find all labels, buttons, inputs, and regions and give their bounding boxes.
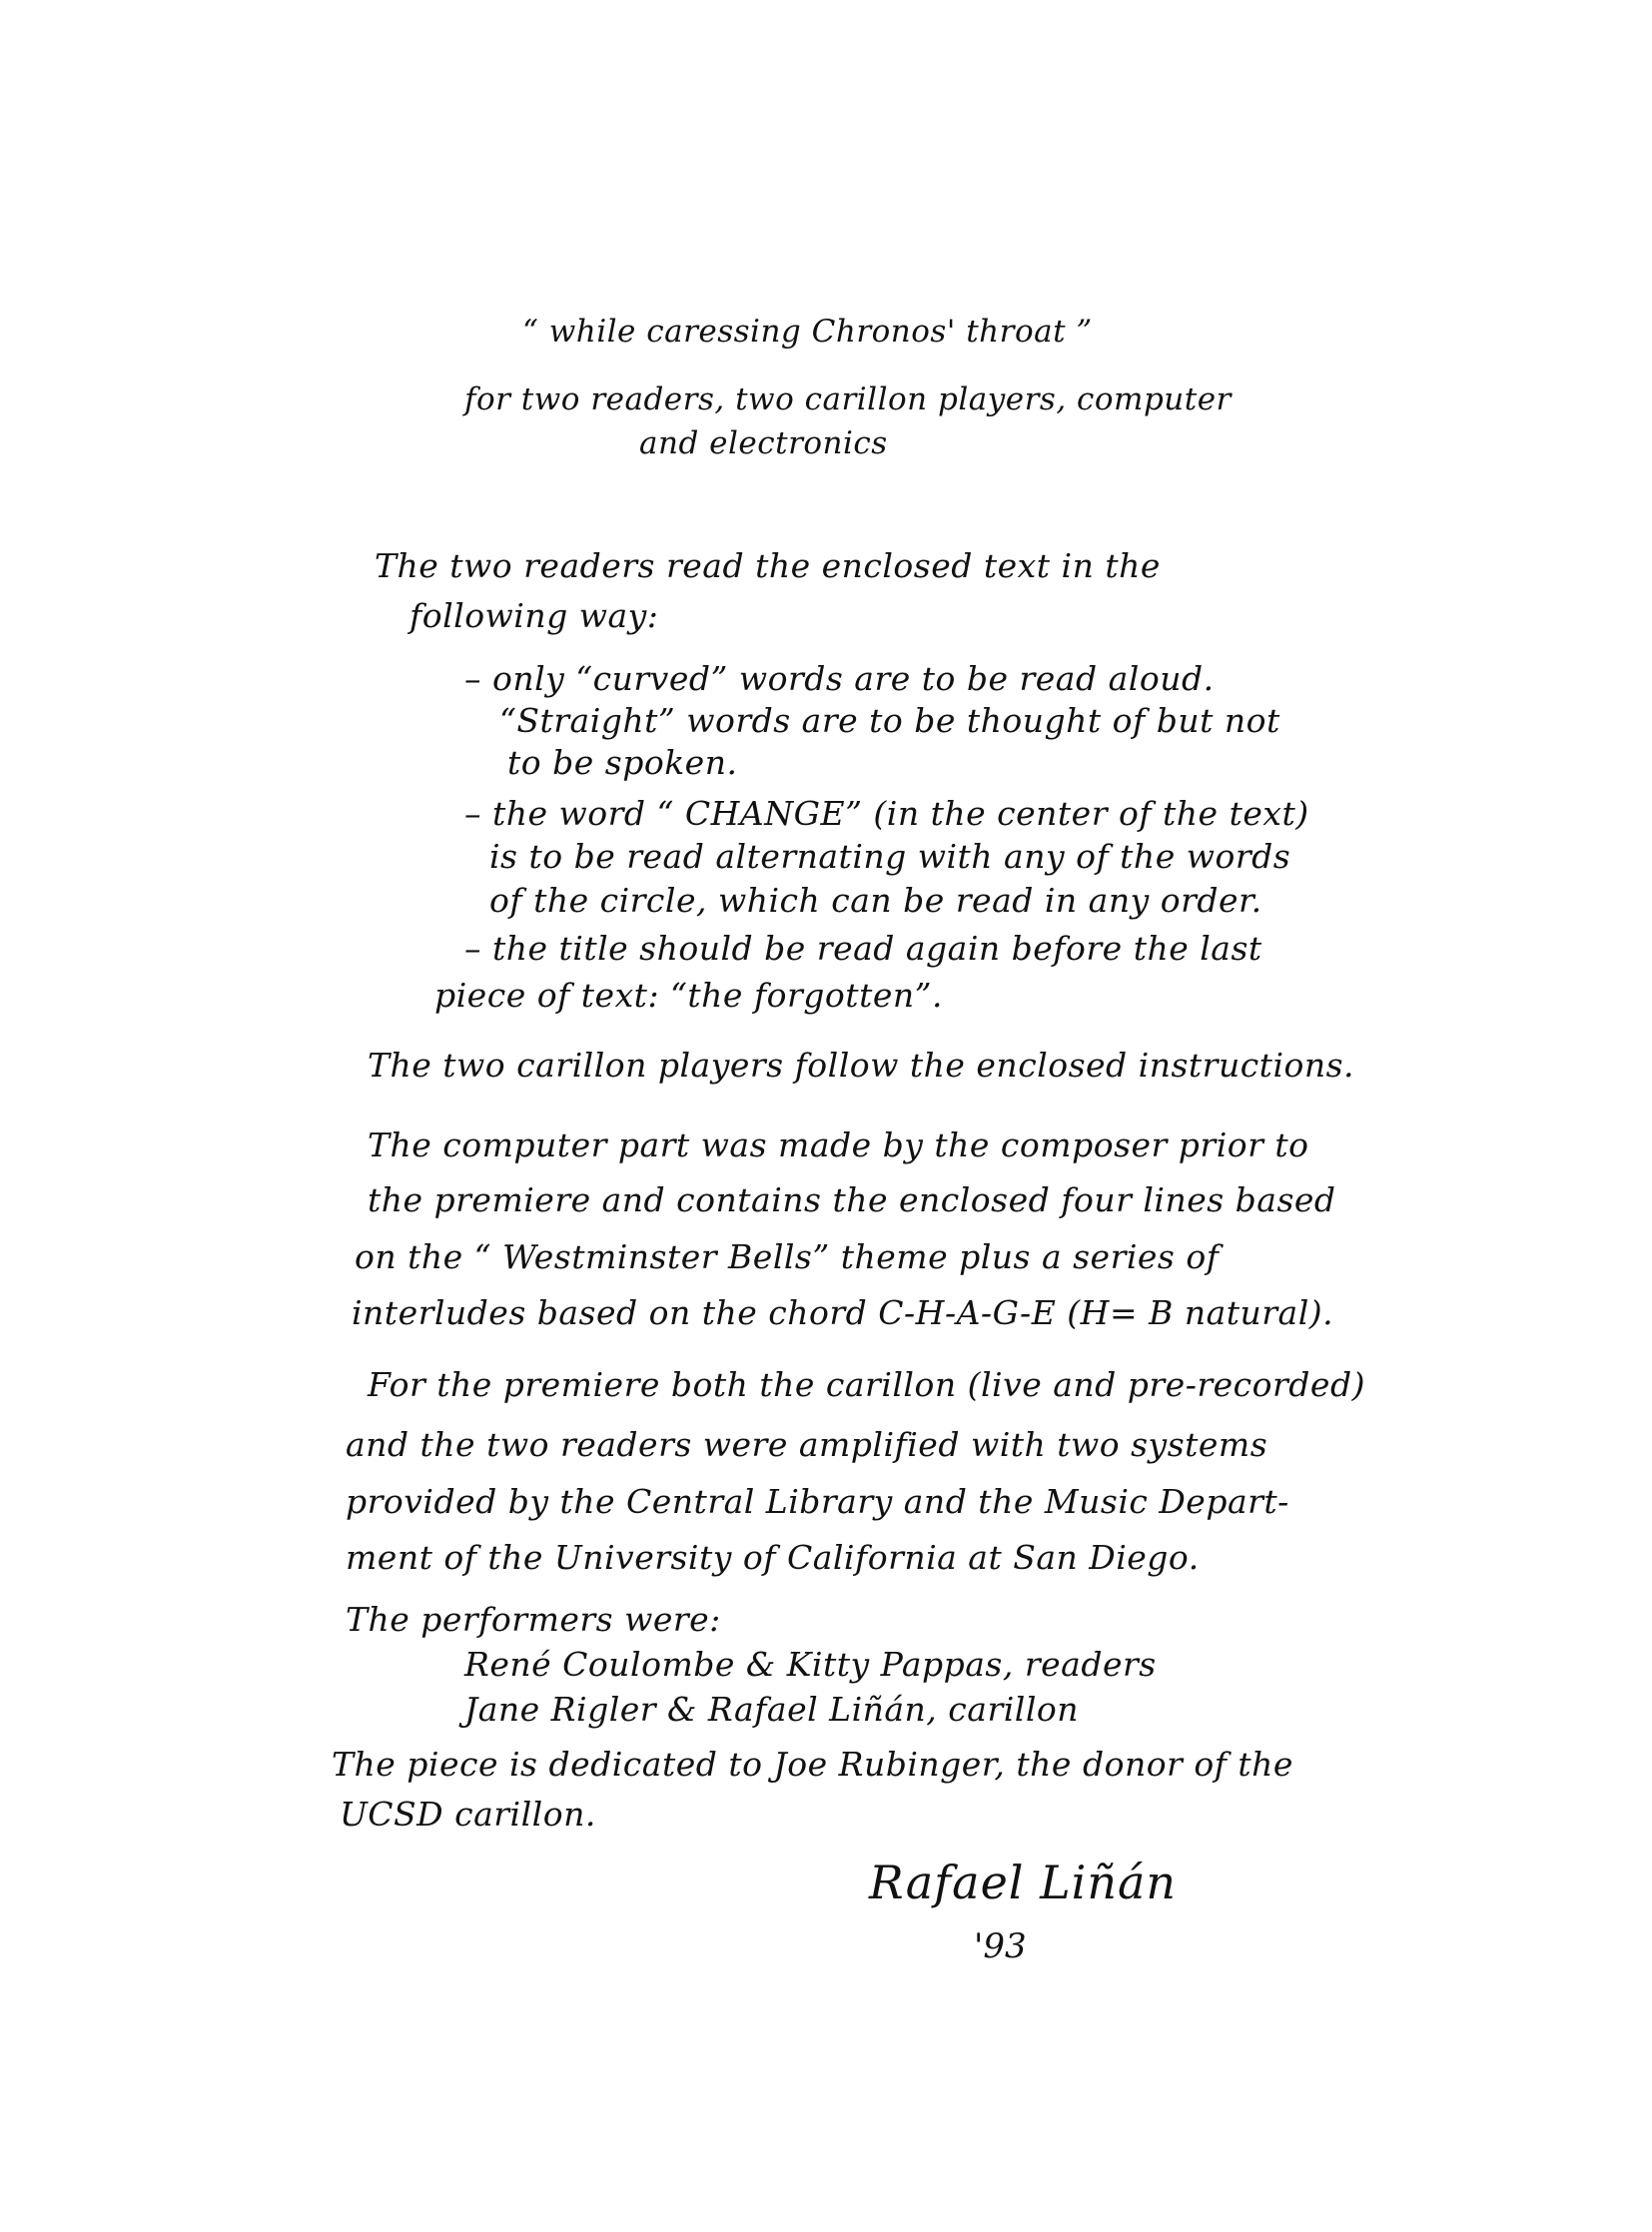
text-line: The piece is dedicated to Joe Rubinger, the donor of the (332, 1745, 1293, 1784)
text-line: The two carillon players follow the enclosed instructions. (368, 1046, 1355, 1085)
text-line: on the “ Westminster Bells” theme plus a series of (355, 1237, 1220, 1276)
text-line: piece of text: “the forgotten”. (434, 976, 943, 1015)
text-line: The computer part was made by the composer prior to (368, 1125, 1309, 1164)
text-line: is to be read alternating with any of the words (489, 837, 1291, 876)
text-line: UCSD carillon. (340, 1795, 596, 1834)
text-line: For the premiere both the carillon (live and pre-recorded) (368, 1365, 1365, 1404)
text-line: – only “curved” words are to be read aloud. (464, 659, 1215, 698)
signature: Rafael Liñán (869, 1856, 1178, 1909)
text-line: following way: (410, 596, 659, 635)
text-line: provided by the Central Library and the Music Depart- (346, 1482, 1289, 1521)
instrumentation-line-2: and electronics (639, 425, 888, 461)
text-line: – the word “ CHANGE” (in the center of the text) (464, 794, 1309, 833)
signature-year: '93 (974, 1926, 1027, 1966)
text-line: to be spoken. (507, 743, 738, 782)
text-line: of the circle, which can be read in any order. (489, 881, 1262, 920)
text-line: René Coulombe & Kitty Pappas, readers (464, 1645, 1157, 1684)
piece-title: “ while caressing Chronos' throat ” (522, 314, 1093, 350)
text-line: the premiere and contains the enclosed four lines based (368, 1180, 1336, 1219)
text-line: and the two readers were amplified with two systems (346, 1425, 1268, 1464)
text-line: The performers were: (346, 1600, 721, 1639)
instrumentation-line-1: for two readers, two carillon players, computer (464, 381, 1232, 417)
text-line: Jane Rigler & Rafael Liñán, carillon (464, 1690, 1079, 1729)
text-line: The two readers read the enclosed text in the (375, 546, 1161, 585)
text-line: interludes based on the chord C-H-A-G-E (H= B natural). (352, 1293, 1334, 1332)
text-line: “Straight” words are to be thought of but not (499, 701, 1280, 740)
text-line: ment of the University of California at San Diego. (346, 1538, 1200, 1577)
text-line: – the title should be read again before the last (464, 929, 1262, 968)
